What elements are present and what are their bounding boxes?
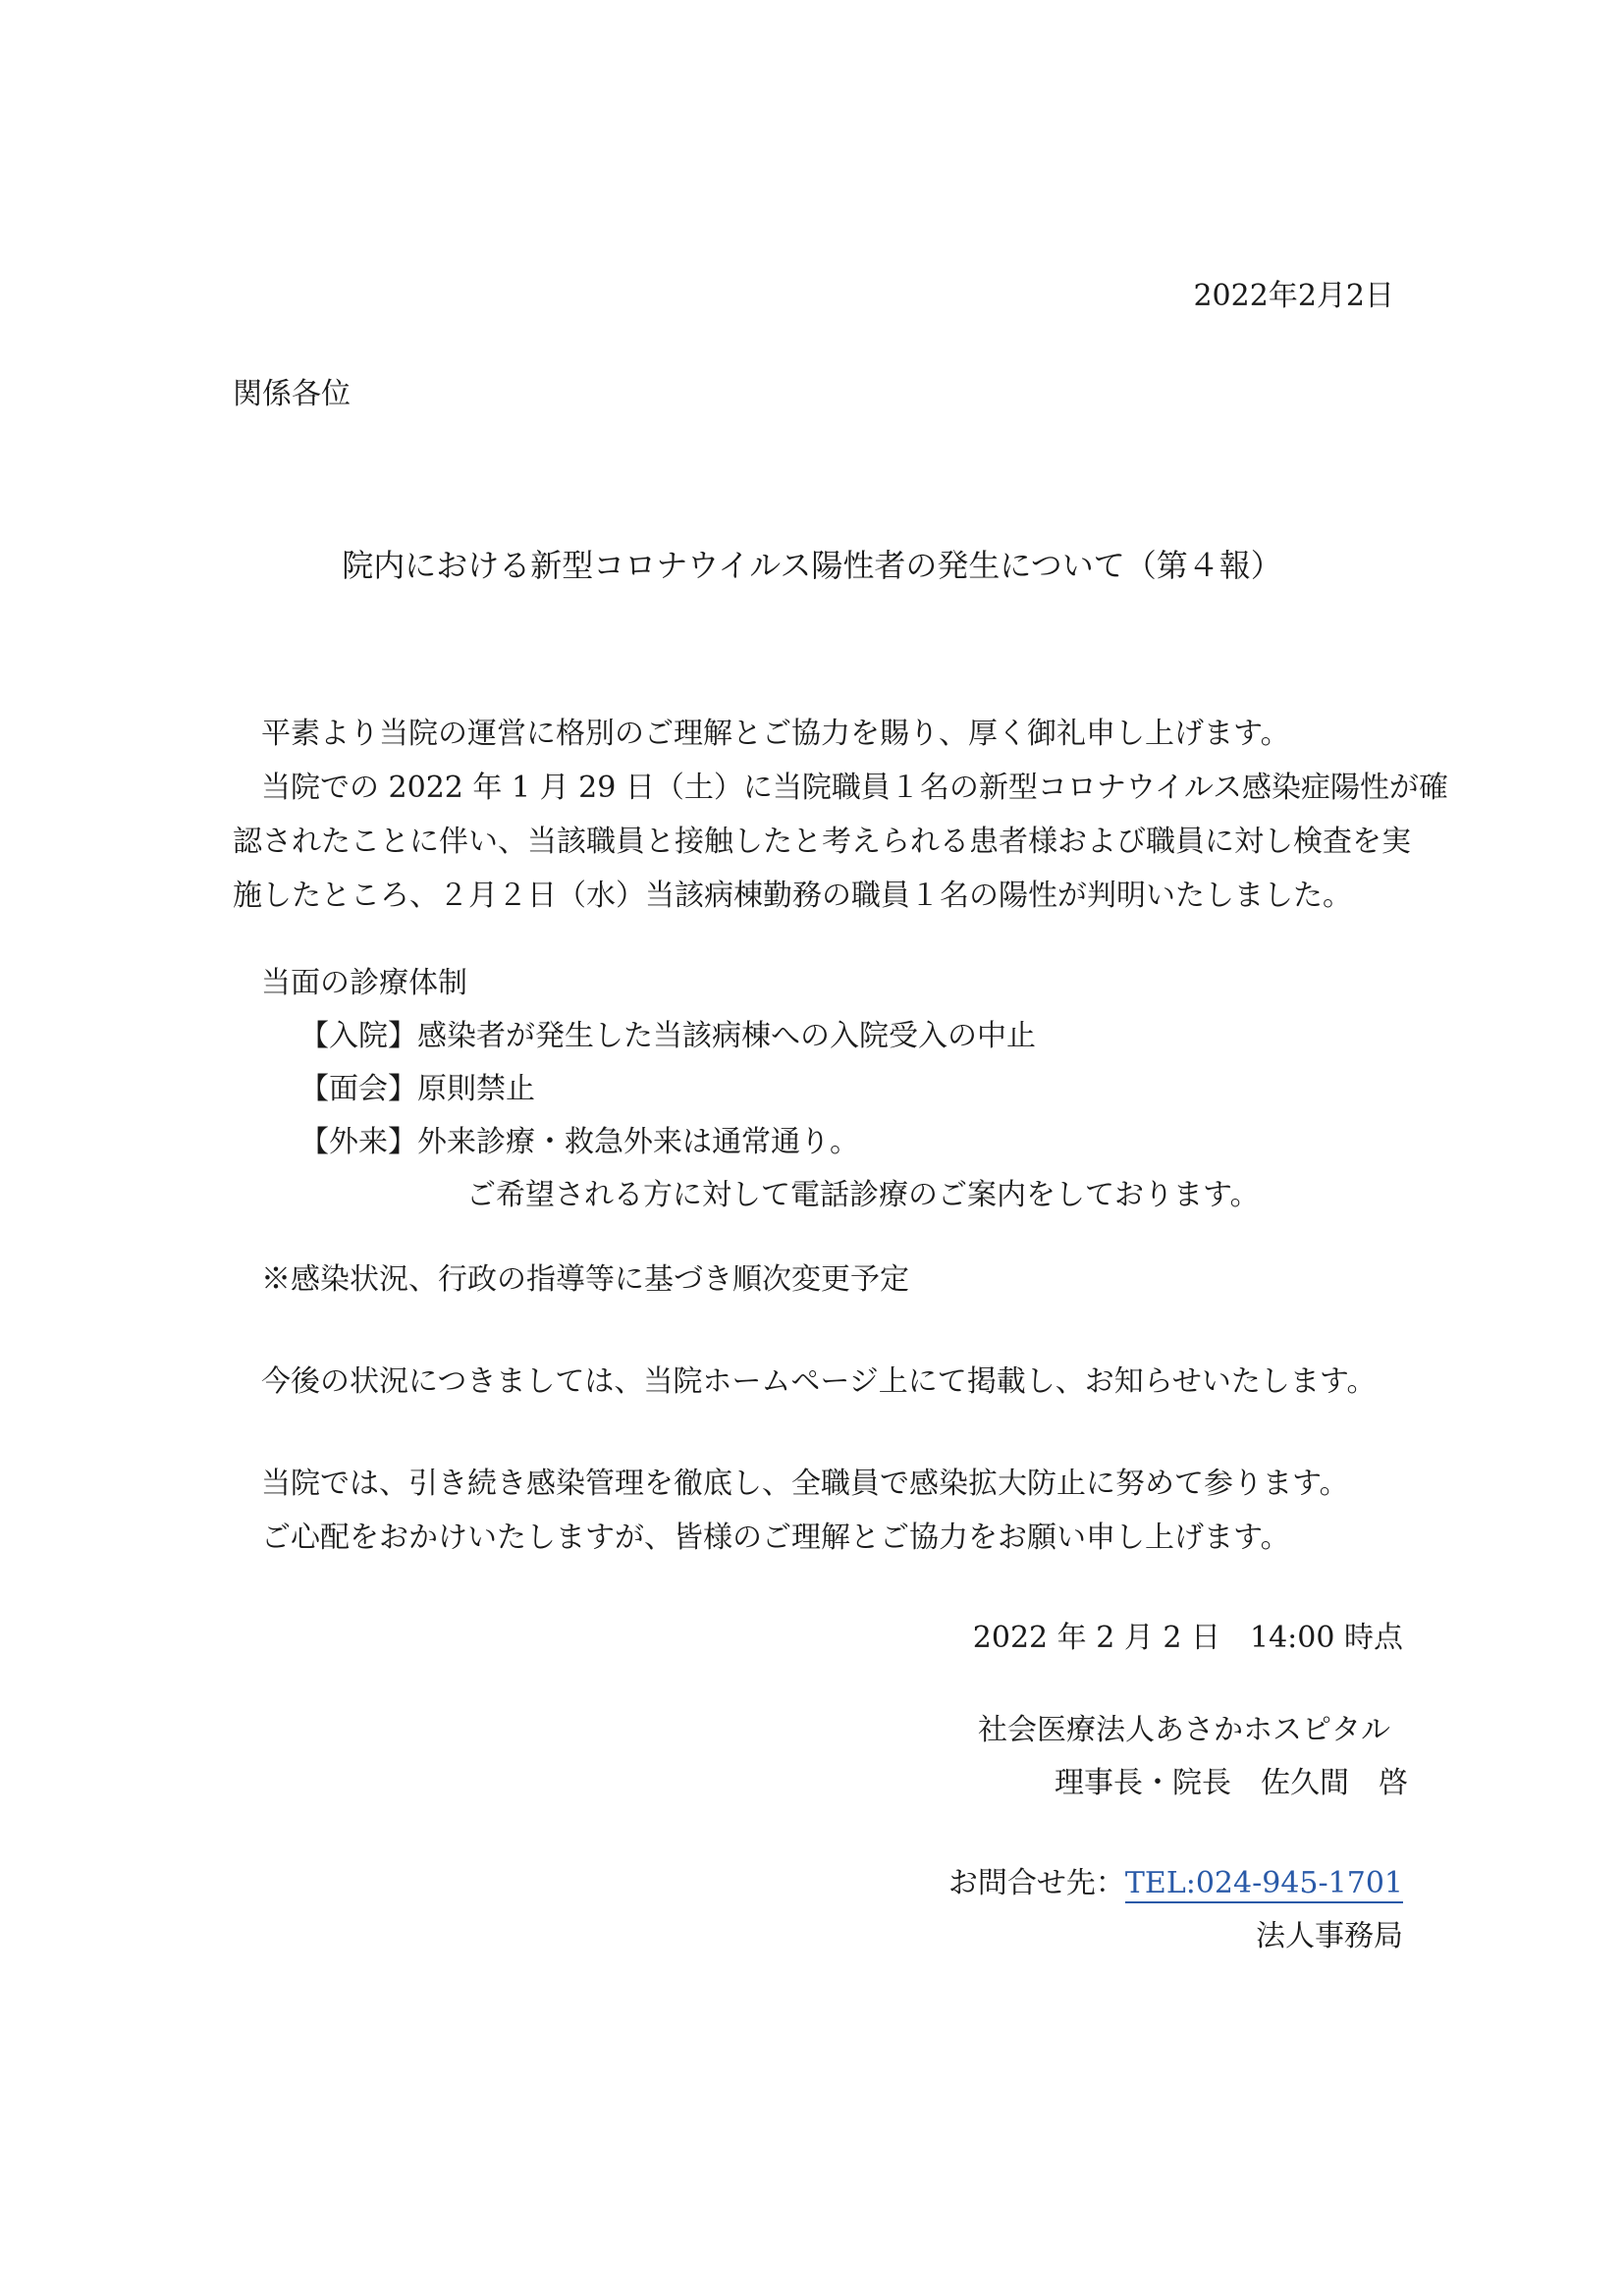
timestamp: 2022 年 2 月 2 日 14:00 時点: [972, 1621, 1403, 1655]
addressee: 関係各位: [233, 377, 351, 411]
closing-line-2: ご心配をおかけいたしますが、皆様のご理解とご協力をお願い申し上げます。: [261, 1521, 1290, 1555]
care-system-item-outpatient: 【外来】外来診療・救急外来は通常通り。: [299, 1125, 859, 1159]
issue-date: 2022年2月2日: [1193, 279, 1394, 313]
report-line-3: 施したところ、２月２日（水）当該病棟勤務の職員１名の陽性が判明いたしました。: [233, 879, 1352, 913]
closing-line-1: 当院では、引き続き感染管理を徹底し、全職員で感染拡大防止に努めて参ります。: [261, 1467, 1349, 1501]
contact-label: お問合せ先：: [947, 1866, 1125, 1900]
contact-line: [948, 1864, 1403, 1902]
care-system-heading: 当面の診療体制: [261, 966, 467, 1000]
change-notice: ※感染状況、行政の指導等に基づき順次変更予定: [261, 1262, 909, 1297]
care-system-item-inpatient: 【入院】感染者が発生した当該病棟への入院受入の中止: [299, 1019, 1036, 1053]
report-line-2: 認されたことに伴い、当該職員と接触したと考えられる患者様および職員に対し検査を実: [233, 825, 1411, 859]
document-title: 院内における新型コロナウイルス陽性者の発生について（第４報）: [342, 547, 1282, 584]
report-line-1: 当院での 2022 年 1 月 29 日（土）に当院職員１名の新型コロナウイルス感染症陽性が確: [261, 771, 1449, 805]
contact-tel-link[interactable]: TEL:024-945-1701: [1125, 1866, 1403, 1903]
care-system-item-visitation: 【面会】原則禁止: [299, 1072, 535, 1106]
future-info-paragraph: 今後の状況につきましては、当院ホームページ上にて掲載し、お知らせいたします。: [261, 1364, 1377, 1399]
outpatient-phone-consultation-note: ご希望される方に対して電話診療のご案内をしております。: [466, 1178, 1260, 1212]
representative-name: 理事長・院長 佐久間 啓: [1055, 1766, 1408, 1800]
organization-name: 社会医療法人あさかホスピタル: [978, 1713, 1390, 1747]
greeting-paragraph: 平素より当院の運営に格別のご理解とご協力を賜り、厚く御礼申し上げます。: [261, 717, 1290, 751]
department-name: 法人事務局: [1256, 1919, 1403, 1953]
